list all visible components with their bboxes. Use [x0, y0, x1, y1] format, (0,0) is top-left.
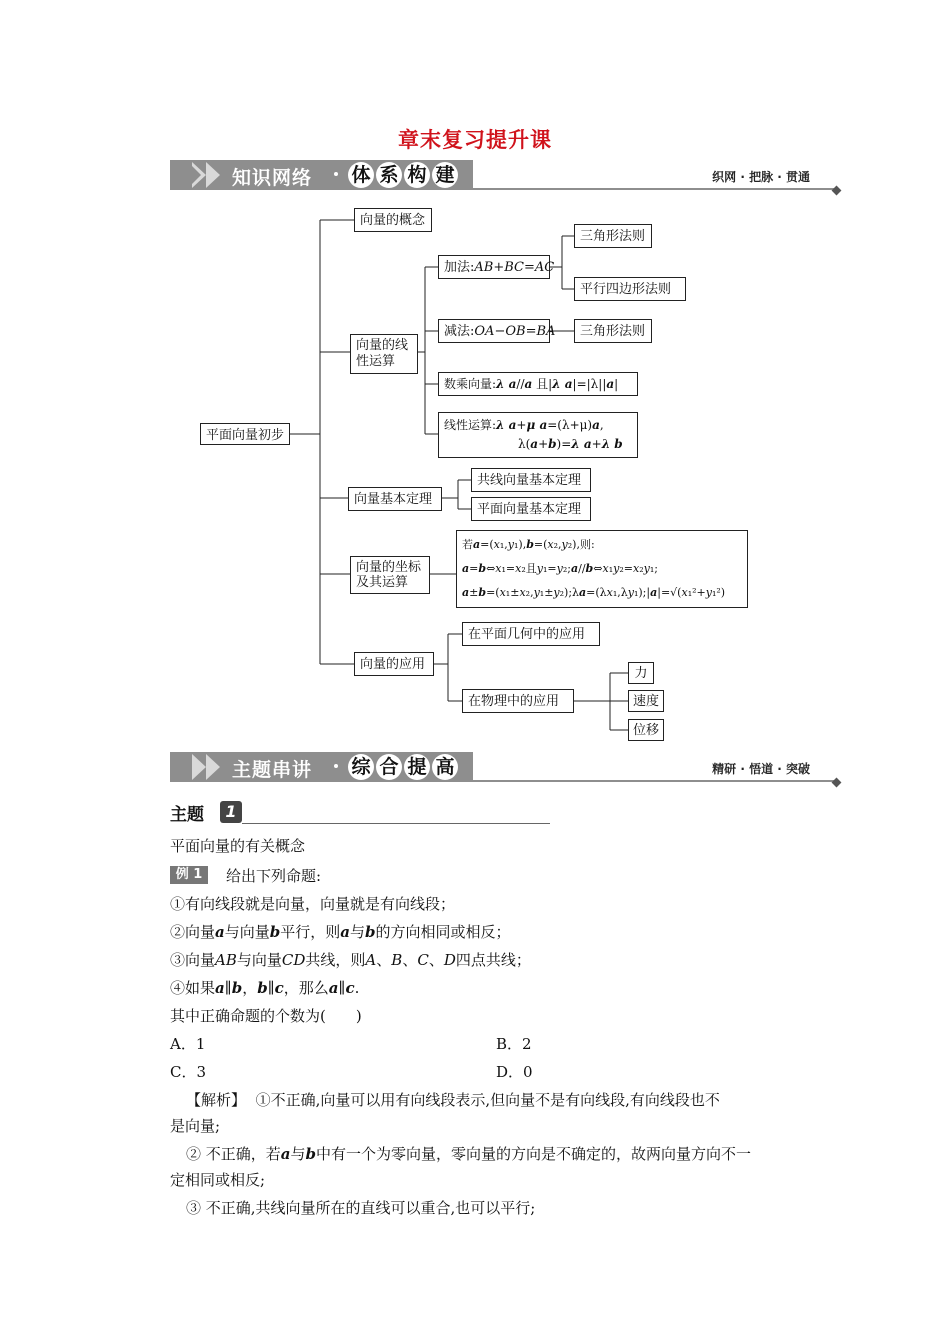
node-sub-triangle: 三角形法则 — [574, 319, 652, 343]
diamond-icon — [832, 778, 842, 788]
node-scalar: 数乘向量:λ a//a 且|λ a|=|λ||a| — [438, 372, 638, 396]
banner-tagline: 精研 · 悟道 · 突破 — [712, 762, 810, 776]
node-coord: 向量的坐标 及其运算 — [350, 556, 430, 594]
banner-title: 主题串讲 — [232, 759, 313, 781]
example-tag: 例 1 — [170, 866, 208, 884]
node-speed: 速度 — [628, 690, 664, 712]
node-linear-ops: 线性运算:λ a+μ a=(λ+μ)a, λ(a+b)=λ a+λ b — [438, 412, 638, 458]
node-add-triangle: 三角形法则 — [574, 224, 652, 248]
node-linear: 向量的线 性运算 — [350, 334, 418, 374]
page-title: 章末复习提升课 — [398, 127, 552, 152]
node-basic: 向量基本定理 — [348, 487, 442, 511]
node-app-geometry: 在平面几何中的应用 — [462, 622, 600, 646]
solution-line: 【解析】 ①不正确,向量可以用有向线段表示,但向量不是有向线段,有向线段也不 — [186, 1091, 720, 1109]
section-banner-topics — [170, 752, 840, 784]
option-a: A．1 — [170, 1035, 206, 1053]
topic-header — [170, 800, 550, 826]
topic-heading: 平面向量的有关概念 — [170, 837, 306, 855]
option-b: B．2 — [496, 1035, 532, 1053]
banner-title: 知识网络 — [232, 167, 313, 189]
banner-tagline: 织网 · 把脉 · 贯通 — [712, 170, 810, 184]
node-displacement: 位移 — [628, 719, 664, 741]
banner-subtitle: 体 系 构 建 — [348, 162, 460, 188]
node-sub: 减法:OA−OB=BA — [438, 319, 550, 343]
solution-line: ② 不正确，若a与b中有一个为零向量，零向量的方向是不确定的，故两向量方向不一 — [186, 1145, 752, 1163]
example-item: ②向量a与向量b平行，则a与b的方向相同或相反； — [170, 923, 511, 941]
solution-line: 定相同或相反; — [170, 1171, 266, 1189]
node-force: 力 — [628, 662, 654, 684]
node-basic-collinear: 共线向量基本定理 — [471, 468, 591, 492]
node-concept: 向量的概念 — [354, 208, 432, 232]
solution-line: ③ 不正确,共线向量所在的直线可以重合,也可以平行; — [186, 1199, 536, 1217]
node-add-parallelogram: 平行四边形法则 — [574, 277, 686, 301]
node-root: 平面向量初步 — [200, 423, 290, 445]
node-app: 向量的应用 — [354, 652, 434, 676]
solution-line: 是向量; — [170, 1117, 221, 1135]
option-c: C．3 — [170, 1063, 207, 1081]
example-intro: 给出下列命题: — [226, 867, 322, 885]
example-question: 其中正确命题的个数为( ) — [170, 1007, 362, 1025]
example-item: ④如果a∥b，b∥c，那么a∥c. — [170, 979, 360, 997]
example-item: ①有向线段就是向量，向量就是有向线段； — [170, 895, 456, 913]
option-d: D．0 — [496, 1063, 533, 1081]
banner-subtitle: 综 合 提 高 — [348, 754, 460, 780]
topic-label: 主题 — [170, 805, 204, 825]
topic-number: 1 — [220, 801, 242, 823]
node-add: 加法:AB+BC=AC — [438, 255, 550, 279]
example-item: ③向量AB与向量CD共线，则A、B、C、D四点共线； — [170, 951, 531, 969]
node-basic-plane: 平面向量基本定理 — [471, 497, 591, 521]
node-coord-formulas: 若a=(x₁,y₁),b=(x₂,y₂),则: a=b⇔x₁=x₂且y₁=y₂;a//b⇔x₁y₂=x₂y₁; a±b=(x₁±x₂,y₁±y₂);λa=(λx₁,λy₁);|a|=√(x₁²+y₁²) — [456, 530, 748, 608]
node-app-physics: 在物理中的应用 — [462, 689, 574, 713]
